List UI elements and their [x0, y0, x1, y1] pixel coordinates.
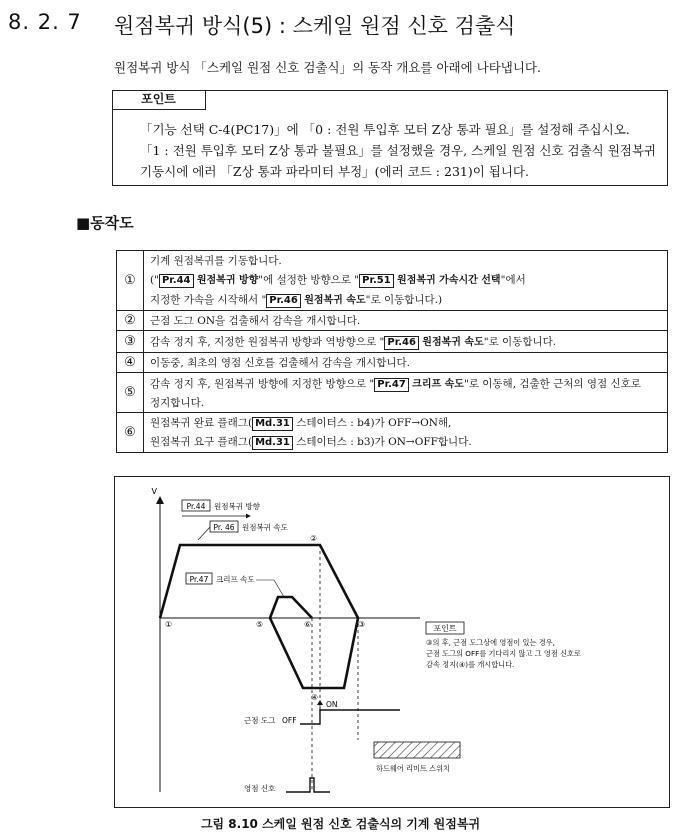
text: "에서: [500, 274, 526, 286]
text: 감속 정지 후, 지정한 원점복귀 방향과 역방향으로 ": [150, 336, 385, 348]
pr44-tag: Pr.44: [186, 502, 206, 511]
step-number: ⑤: [117, 373, 144, 413]
marker-4: ④: [311, 693, 319, 702]
text: "에 설정한 방향으로 ": [258, 274, 360, 286]
section-number: 8. 2. 7: [8, 10, 82, 34]
param-name: 원점복귀 가속시간 선택: [397, 275, 501, 286]
param-tag: Pr.47: [374, 378, 409, 392]
param-tag: Pr.51: [359, 274, 394, 288]
marker-1: ①: [165, 620, 173, 629]
zero-signal-waveform: [286, 778, 330, 792]
step-text: 이동중, 최초의 영점 신호를 검출해서 감속을 개시합니다.: [144, 353, 668, 373]
step-text: 근점 도그 ON을 검출해서 감속을 개시합니다.: [144, 311, 668, 331]
text: 스테이터스 : b3)가 ON→OFF합니다.: [292, 436, 472, 448]
pr44-label: 원점복귀 방향: [214, 502, 260, 511]
step-number: ①: [117, 251, 144, 311]
text: 스테이터스 : b4)가 OFF→ON해,: [292, 417, 452, 429]
marker-3: ③: [358, 620, 366, 629]
param-name: 원점복귀 방향: [196, 275, 259, 286]
v-axis-label: V: [151, 487, 157, 496]
text: (": [150, 274, 159, 286]
text: "로 이동합니다.): [365, 294, 443, 306]
text: 지정한 가속을 시작해서 ": [150, 294, 267, 306]
leader-line: [274, 580, 284, 597]
step-number: ④: [117, 353, 144, 373]
param-tag: Md.31: [252, 436, 293, 450]
pr47-label: 크리프 속도: [216, 575, 255, 584]
marker-6: ⑥: [304, 620, 312, 629]
dog-signal-waveform: [300, 710, 400, 724]
step-number: ②: [117, 311, 144, 331]
section-intro: 원점복귀 방식 「스케일 원점 신호 검출식」의 동작 개요를 아래에 나타냅니다.: [114, 60, 541, 75]
note-line-1: ③의 후, 근점 도그상에 영점이 있는 경우,: [426, 638, 555, 647]
param-tag: Pr.46: [384, 336, 419, 350]
point-label: 포인트: [112, 90, 206, 110]
dog-signal-label: 근점 도그: [244, 716, 276, 725]
point-line-1: 「기능 선택 C-4(PC17)」에 「0 : 전원 투입후 모터 Z상 통과 필요」를 설정해 주십시오.: [140, 122, 630, 137]
limit-switch-hatch: [374, 742, 460, 758]
step-number: ⑥: [117, 413, 144, 453]
pr46-tag: Pr. 46: [213, 523, 235, 532]
step-line: 기계 원점복귀를 기동합니다.: [150, 255, 282, 267]
param-tag: Md.31: [252, 417, 293, 431]
note-line-3: 감속 정지(④)를 개시합니다.: [426, 660, 515, 669]
text: "로 이동합니다.: [483, 336, 557, 348]
param-tag: Pr.44: [159, 274, 194, 288]
dog-on-label: ON: [326, 700, 338, 709]
speed-profile: [160, 545, 358, 688]
param-name: 크리프 속도: [412, 379, 464, 390]
text: "로 이동해, 검출한 근처의 영점 신호로: [463, 378, 641, 390]
marker-5: ⑤: [256, 620, 264, 629]
marker-2: ②: [310, 534, 318, 543]
pr47-tag: Pr.47: [189, 575, 209, 584]
figure-caption: 그림 8.10 스케일 원점 신호 검출식의 기계 원점복귀: [200, 817, 481, 831]
param-name: 원점복귀 속도: [304, 295, 366, 306]
param-name: 원점복귀 속도: [422, 337, 484, 348]
section-title: 원점복귀 방식(5) : 스케일 원점 신호 검출식: [114, 14, 516, 38]
text: 감속 정지 후, 원점복귀 방향에 지정한 방향으로 ": [150, 378, 375, 390]
zero-signal-label: 영점 신호: [244, 784, 276, 793]
step-line: 정지합니다.: [150, 397, 205, 409]
point-line-2: 「1 : 전원 투입후 모터 Z상 통과 불필요」를 설정했을 경우, 스케일 원점 신호 검출식 원점복귀: [140, 143, 657, 158]
limit-switch-label: 하드웨어 리미트 스위치: [376, 764, 451, 773]
note-point-label: 포인트: [433, 624, 457, 633]
note-line-2: 근점 도그의 OFF를 기다리지 않고 그 영점 신호로: [426, 649, 581, 658]
param-tag: Pr.46: [266, 294, 301, 308]
pr46-label: 원점복귀 속도: [242, 523, 288, 532]
leader-line: [198, 527, 210, 540]
v-axis-arrow-icon: [156, 496, 164, 504]
text: 원점복귀 요구 플래그(: [150, 436, 253, 448]
operation-heading: ■동작도: [76, 214, 134, 232]
step-number: ③: [117, 331, 144, 353]
text: 원점복귀 완료 플래그(: [150, 417, 253, 429]
dog-off-label: OFF: [282, 716, 297, 725]
point-line-3: 기동시에 에러 「Z상 통과 파라미터 부정」(에러 코드 : 231)이 됩니다.: [140, 164, 529, 179]
